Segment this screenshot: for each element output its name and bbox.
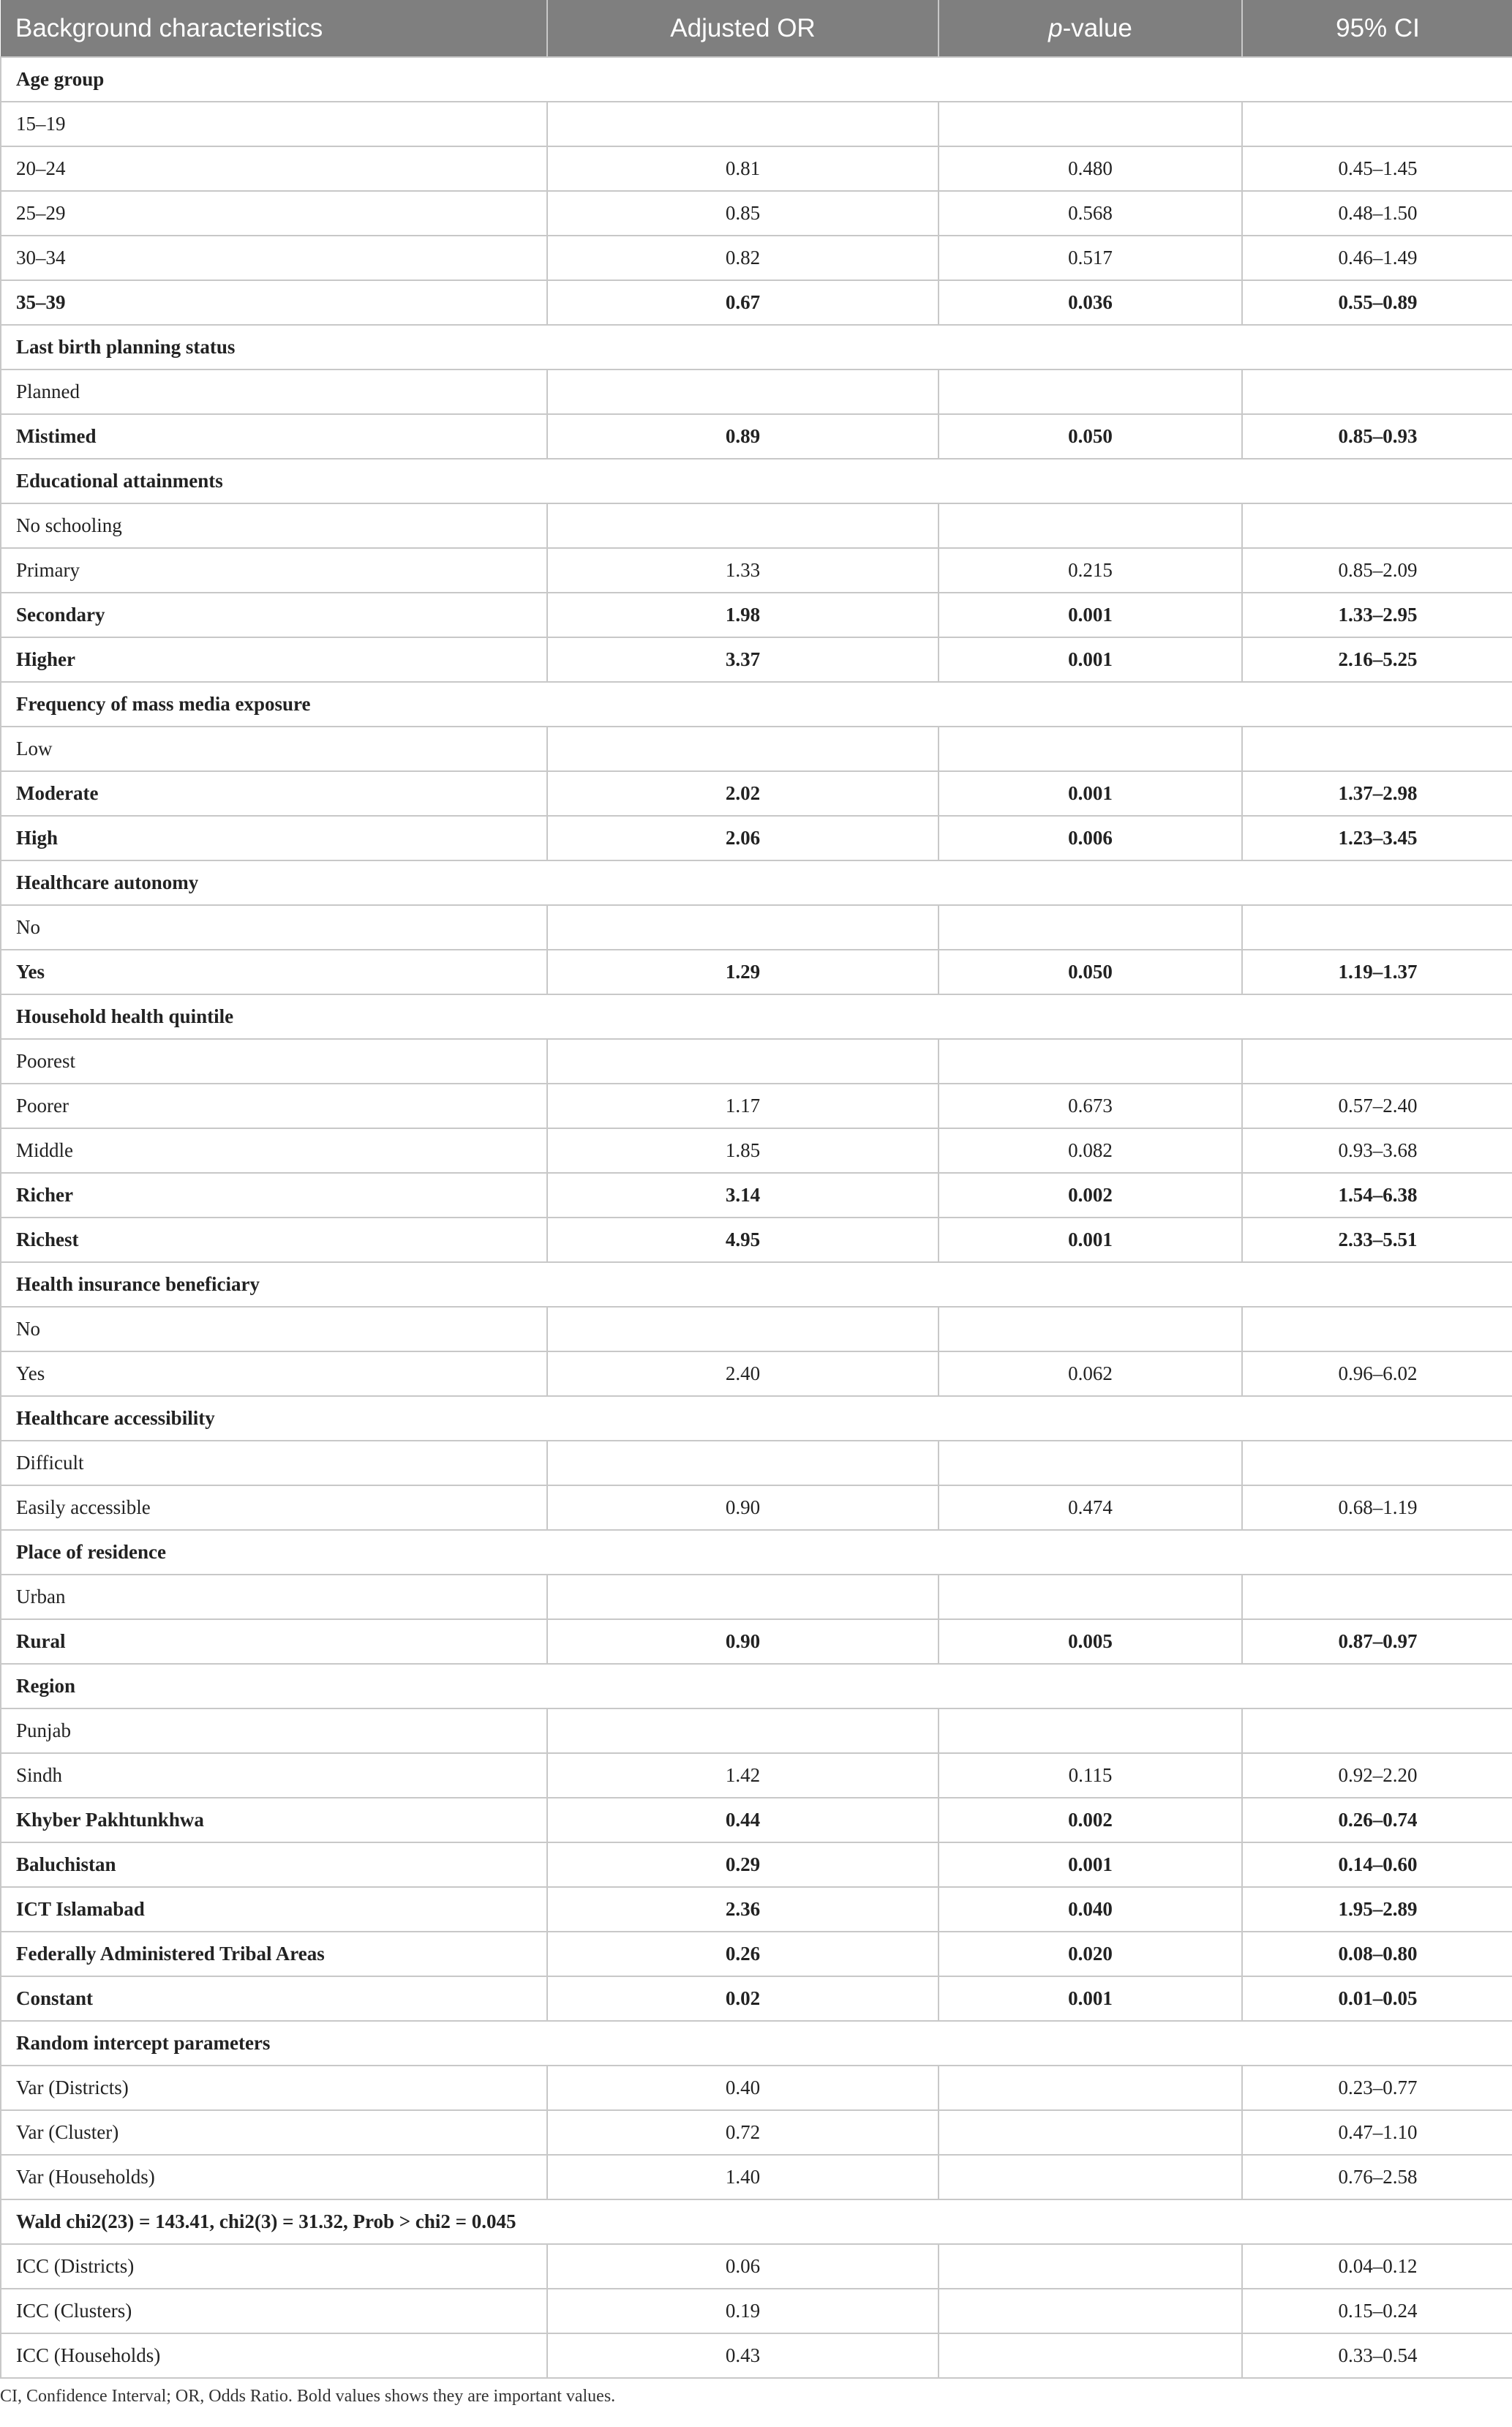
group-label: Frequency of mass media exposure [1,682,1512,727]
adjusted-or-cell: 2.06 [547,816,939,860]
table-header-row [1,0,1512,57]
ci-cell: 0.57–2.40 [1242,1084,1512,1128]
table-row [1,1039,1512,1084]
adjusted-or-cell: 2.40 [547,1351,939,1396]
table-row [1,1798,1512,1842]
p-value-cell: 0.115 [939,1753,1242,1798]
ci-cell: 0.76–2.58 [1242,2155,1512,2199]
p-value-cell: 0.480 [939,146,1242,191]
ci-cell: 0.33–0.54 [1242,2333,1512,2378]
group-label: Random intercept parameters [1,2021,1512,2066]
adjusted-or-cell: 1.42 [547,1753,939,1798]
group-header-row [1,1396,1512,1441]
p-value-cell: 0.001 [939,771,1242,816]
table-row [1,1173,1512,1218]
p-value-cell [939,1039,1242,1084]
row-label: Khyber Pakhtunkhwa [1,1798,547,1842]
p-value-cell: 0.001 [939,1976,1242,2021]
group-label: Age group [1,57,1512,102]
group-header-row [1,2199,1512,2244]
adjusted-or-cell: 0.19 [547,2289,939,2333]
row-label: Higher [1,637,547,682]
p-value-cell [939,727,1242,771]
table-row [1,2066,1512,2110]
adjusted-or-cell: 0.02 [547,1976,939,2021]
row-label: Var (Districts) [1,2066,547,2110]
row-label: Var (Households) [1,2155,547,2199]
adjusted-or-cell [547,1441,939,1485]
p-value-cell: 0.006 [939,816,1242,860]
row-label: Yes [1,950,547,994]
row-label: High [1,816,547,860]
p-value-cell: 0.050 [939,950,1242,994]
adjusted-or-cell [547,727,939,771]
table-row [1,191,1512,236]
p-value-cell [939,370,1242,414]
table-row [1,1575,1512,1619]
row-label: Richer [1,1173,547,1218]
table-row [1,1976,1512,2021]
adjusted-or-cell: 0.29 [547,1842,939,1887]
table-row [1,593,1512,637]
row-label: No schooling [1,503,547,548]
group-label: Wald chi2(23) = 143.41, chi2(3) = 31.32, Prob > chi2 = 0.045 [1,2199,1512,2244]
table-row [1,370,1512,414]
row-label: Richest [1,1218,547,1262]
p-value-cell [939,2289,1242,2333]
ci-cell: 0.08–0.80 [1242,1932,1512,1976]
adjusted-or-cell: 0.72 [547,2110,939,2155]
row-label: ICT Islamabad [1,1887,547,1932]
adjusted-or-cell: 1.40 [547,2155,939,2199]
row-label: Urban [1,1575,547,1619]
ci-cell: 0.96–6.02 [1242,1351,1512,1396]
table-row [1,637,1512,682]
row-label: Baluchistan [1,1842,547,1887]
table-row [1,2333,1512,2378]
p-value-cell: 0.005 [939,1619,1242,1664]
adjusted-or-cell: 3.14 [547,1173,939,1218]
table-body [1,57,1512,2378]
group-header-row [1,325,1512,370]
p-value-cell [939,2066,1242,2110]
header-background-characteristics: Background characteristics [1,0,547,57]
row-label: ICC (Households) [1,2333,547,2378]
adjusted-or-cell: 0.26 [547,1932,939,1976]
ci-cell: 1.33–2.95 [1242,593,1512,637]
adjusted-or-cell [547,1039,939,1084]
table-row [1,1753,1512,1798]
ci-cell: 1.23–3.45 [1242,816,1512,860]
table-row [1,280,1512,325]
row-label: Planned [1,370,547,414]
ci-cell: 0.87–0.97 [1242,1619,1512,1664]
table-row [1,1887,1512,1932]
table-row [1,503,1512,548]
group-label: Household health quintile [1,994,1512,1039]
table-row [1,2110,1512,2155]
row-label: No [1,905,547,950]
p-value-cell [939,102,1242,146]
header-p-italic: p [1048,13,1063,42]
ci-cell: 0.85–2.09 [1242,548,1512,593]
adjusted-or-cell [547,1708,939,1753]
ci-cell: 0.68–1.19 [1242,1485,1512,1530]
adjusted-or-cell: 1.33 [547,548,939,593]
ci-cell [1242,1575,1512,1619]
table-row [1,1351,1512,1396]
adjusted-or-cell: 3.37 [547,637,939,682]
adjusted-or-cell: 2.02 [547,771,939,816]
p-value-cell [939,1575,1242,1619]
adjusted-or-cell: 2.36 [547,1887,939,1932]
table-row [1,1128,1512,1173]
group-label: Place of residence [1,1530,1512,1575]
row-label: 25–29 [1,191,547,236]
group-header-row [1,1530,1512,1575]
table-row [1,1218,1512,1262]
adjusted-or-cell: 0.90 [547,1619,939,1664]
ci-cell [1242,1441,1512,1485]
ci-cell: 1.95–2.89 [1242,1887,1512,1932]
table-row [1,905,1512,950]
p-value-cell: 0.568 [939,191,1242,236]
p-value-cell [939,2244,1242,2289]
p-value-cell: 0.040 [939,1887,1242,1932]
adjusted-or-cell: 1.29 [547,950,939,994]
adjusted-or-cell: 0.44 [547,1798,939,1842]
p-value-cell [939,503,1242,548]
p-value-cell: 0.050 [939,414,1242,459]
group-header-row [1,2021,1512,2066]
group-label: Educational attainments [1,459,1512,503]
p-value-cell: 0.062 [939,1351,1242,1396]
ci-cell: 0.85–0.93 [1242,414,1512,459]
table-footnote: CI, Confidence Interval; OR, Odds Ratio. Bold values shows they are important values. [0,2387,616,2406]
p-value-cell [939,905,1242,950]
p-value-cell: 0.517 [939,236,1242,280]
ci-cell: 0.01–0.05 [1242,1976,1512,2021]
row-label: Low [1,727,547,771]
table-row [1,414,1512,459]
group-header-row [1,994,1512,1039]
header-adjusted-or: Adjusted OR [547,0,939,57]
ci-cell: 1.54–6.38 [1242,1173,1512,1218]
ci-cell: 0.92–2.20 [1242,1753,1512,1798]
ci-cell: 0.46–1.49 [1242,236,1512,280]
adjusted-or-cell [547,102,939,146]
ci-cell: 0.48–1.50 [1242,191,1512,236]
adjusted-or-cell [547,905,939,950]
p-value-cell [939,1708,1242,1753]
ci-cell: 0.14–0.60 [1242,1842,1512,1887]
adjusted-or-cell: 0.89 [547,414,939,459]
adjusted-or-cell: 0.06 [547,2244,939,2289]
table-row [1,1307,1512,1351]
ci-cell [1242,1307,1512,1351]
table-row [1,816,1512,860]
p-value-cell: 0.001 [939,593,1242,637]
ci-cell: 0.55–0.89 [1242,280,1512,325]
adjusted-or-cell [547,503,939,548]
row-label: Mistimed [1,414,547,459]
p-value-cell [939,2110,1242,2155]
row-label: ICC (Clusters) [1,2289,547,2333]
ci-cell [1242,905,1512,950]
ci-cell [1242,370,1512,414]
adjusted-or-cell: 0.82 [547,236,939,280]
group-header-row [1,1664,1512,1708]
ci-cell [1242,727,1512,771]
table-row [1,1708,1512,1753]
adjusted-or-cell: 0.81 [547,146,939,191]
row-label: 20–24 [1,146,547,191]
table-row [1,1842,1512,1887]
adjusted-or-cell: 0.85 [547,191,939,236]
ci-cell [1242,1039,1512,1084]
header-95-ci: 95% CI [1242,0,1512,57]
p-value-cell: 0.020 [939,1932,1242,1976]
ci-cell [1242,1708,1512,1753]
adjusted-or-cell: 1.17 [547,1084,939,1128]
adjusted-or-cell: 0.40 [547,2066,939,2110]
ci-cell: 0.93–3.68 [1242,1128,1512,1173]
row-label: No [1,1307,547,1351]
adjusted-or-cell [547,1307,939,1351]
p-value-cell [939,2333,1242,2378]
group-header-row [1,57,1512,102]
ci-cell: 0.45–1.45 [1242,146,1512,191]
row-label: Easily accessible [1,1485,547,1530]
table-row [1,2289,1512,2333]
p-value-cell [939,1441,1242,1485]
p-value-cell: 0.001 [939,637,1242,682]
adjusted-or-cell: 4.95 [547,1218,939,1262]
row-label: Punjab [1,1708,547,1753]
ci-cell: 1.37–2.98 [1242,771,1512,816]
ci-cell [1242,102,1512,146]
table-row [1,102,1512,146]
group-header-row [1,1262,1512,1307]
p-value-cell: 0.673 [939,1084,1242,1128]
adjusted-or-cell [547,370,939,414]
row-label: 35–39 [1,280,547,325]
group-label: Last birth planning status [1,325,1512,370]
p-value-cell: 0.001 [939,1842,1242,1887]
ci-cell: 0.23–0.77 [1242,2066,1512,2110]
p-value-cell [939,1307,1242,1351]
table-row [1,771,1512,816]
ci-cell: 0.47–1.10 [1242,2110,1512,2155]
row-label: Rural [1,1619,547,1664]
p-value-cell: 0.215 [939,548,1242,593]
ci-cell: 2.33–5.51 [1242,1218,1512,1262]
adjusted-or-cell: 1.85 [547,1128,939,1173]
p-value-cell: 0.082 [939,1128,1242,1173]
row-label: Poorer [1,1084,547,1128]
row-label: Primary [1,548,547,593]
table-row [1,727,1512,771]
table-row [1,146,1512,191]
row-label: ICC (Districts) [1,2244,547,2289]
table-row [1,2244,1512,2289]
table-row [1,2155,1512,2199]
row-label: Var (Cluster) [1,2110,547,2155]
table-row [1,548,1512,593]
table-row [1,1485,1512,1530]
table-row [1,236,1512,280]
group-label: Health insurance beneficiary [1,1262,1512,1307]
p-value-cell: 0.002 [939,1798,1242,1842]
group-label: Healthcare autonomy [1,860,1512,905]
row-label: 30–34 [1,236,547,280]
row-label: Difficult [1,1441,547,1485]
p-value-cell [939,2155,1242,2199]
p-value-cell: 0.474 [939,1485,1242,1530]
row-label: Federally Administered Tribal Areas [1,1932,547,1976]
adjusted-or-cell [547,1575,939,1619]
table-row [1,1441,1512,1485]
adjusted-or-cell: 1.98 [547,593,939,637]
p-value-cell: 0.001 [939,1218,1242,1262]
ci-cell: 0.15–0.24 [1242,2289,1512,2333]
adjusted-or-cell: 0.43 [547,2333,939,2378]
ci-cell [1242,503,1512,548]
row-label: Middle [1,1128,547,1173]
p-value-cell: 0.036 [939,280,1242,325]
table-row [1,950,1512,994]
table-row [1,1619,1512,1664]
header-p-suffix: -value [1062,13,1132,42]
header-p-value [939,0,1242,57]
row-label: Poorest [1,1039,547,1084]
ci-cell: 0.04–0.12 [1242,2244,1512,2289]
group-header-row [1,860,1512,905]
table-row [1,1084,1512,1128]
group-header-row [1,682,1512,727]
ci-cell: 0.26–0.74 [1242,1798,1512,1842]
row-label: Sindh [1,1753,547,1798]
table-row [1,1932,1512,1976]
ci-cell: 2.16–5.25 [1242,637,1512,682]
row-label: Yes [1,1351,547,1396]
adjusted-or-cell: 0.90 [547,1485,939,1530]
row-label: Moderate [1,771,547,816]
row-label: Constant [1,1976,547,2021]
row-label: Secondary [1,593,547,637]
row-label: 15–19 [1,102,547,146]
ci-cell: 1.19–1.37 [1242,950,1512,994]
group-label: Region [1,1664,1512,1708]
group-header-row [1,459,1512,503]
adjusted-or-cell: 0.67 [547,280,939,325]
p-value-cell: 0.002 [939,1173,1242,1218]
group-label: Healthcare accessibility [1,1396,1512,1441]
